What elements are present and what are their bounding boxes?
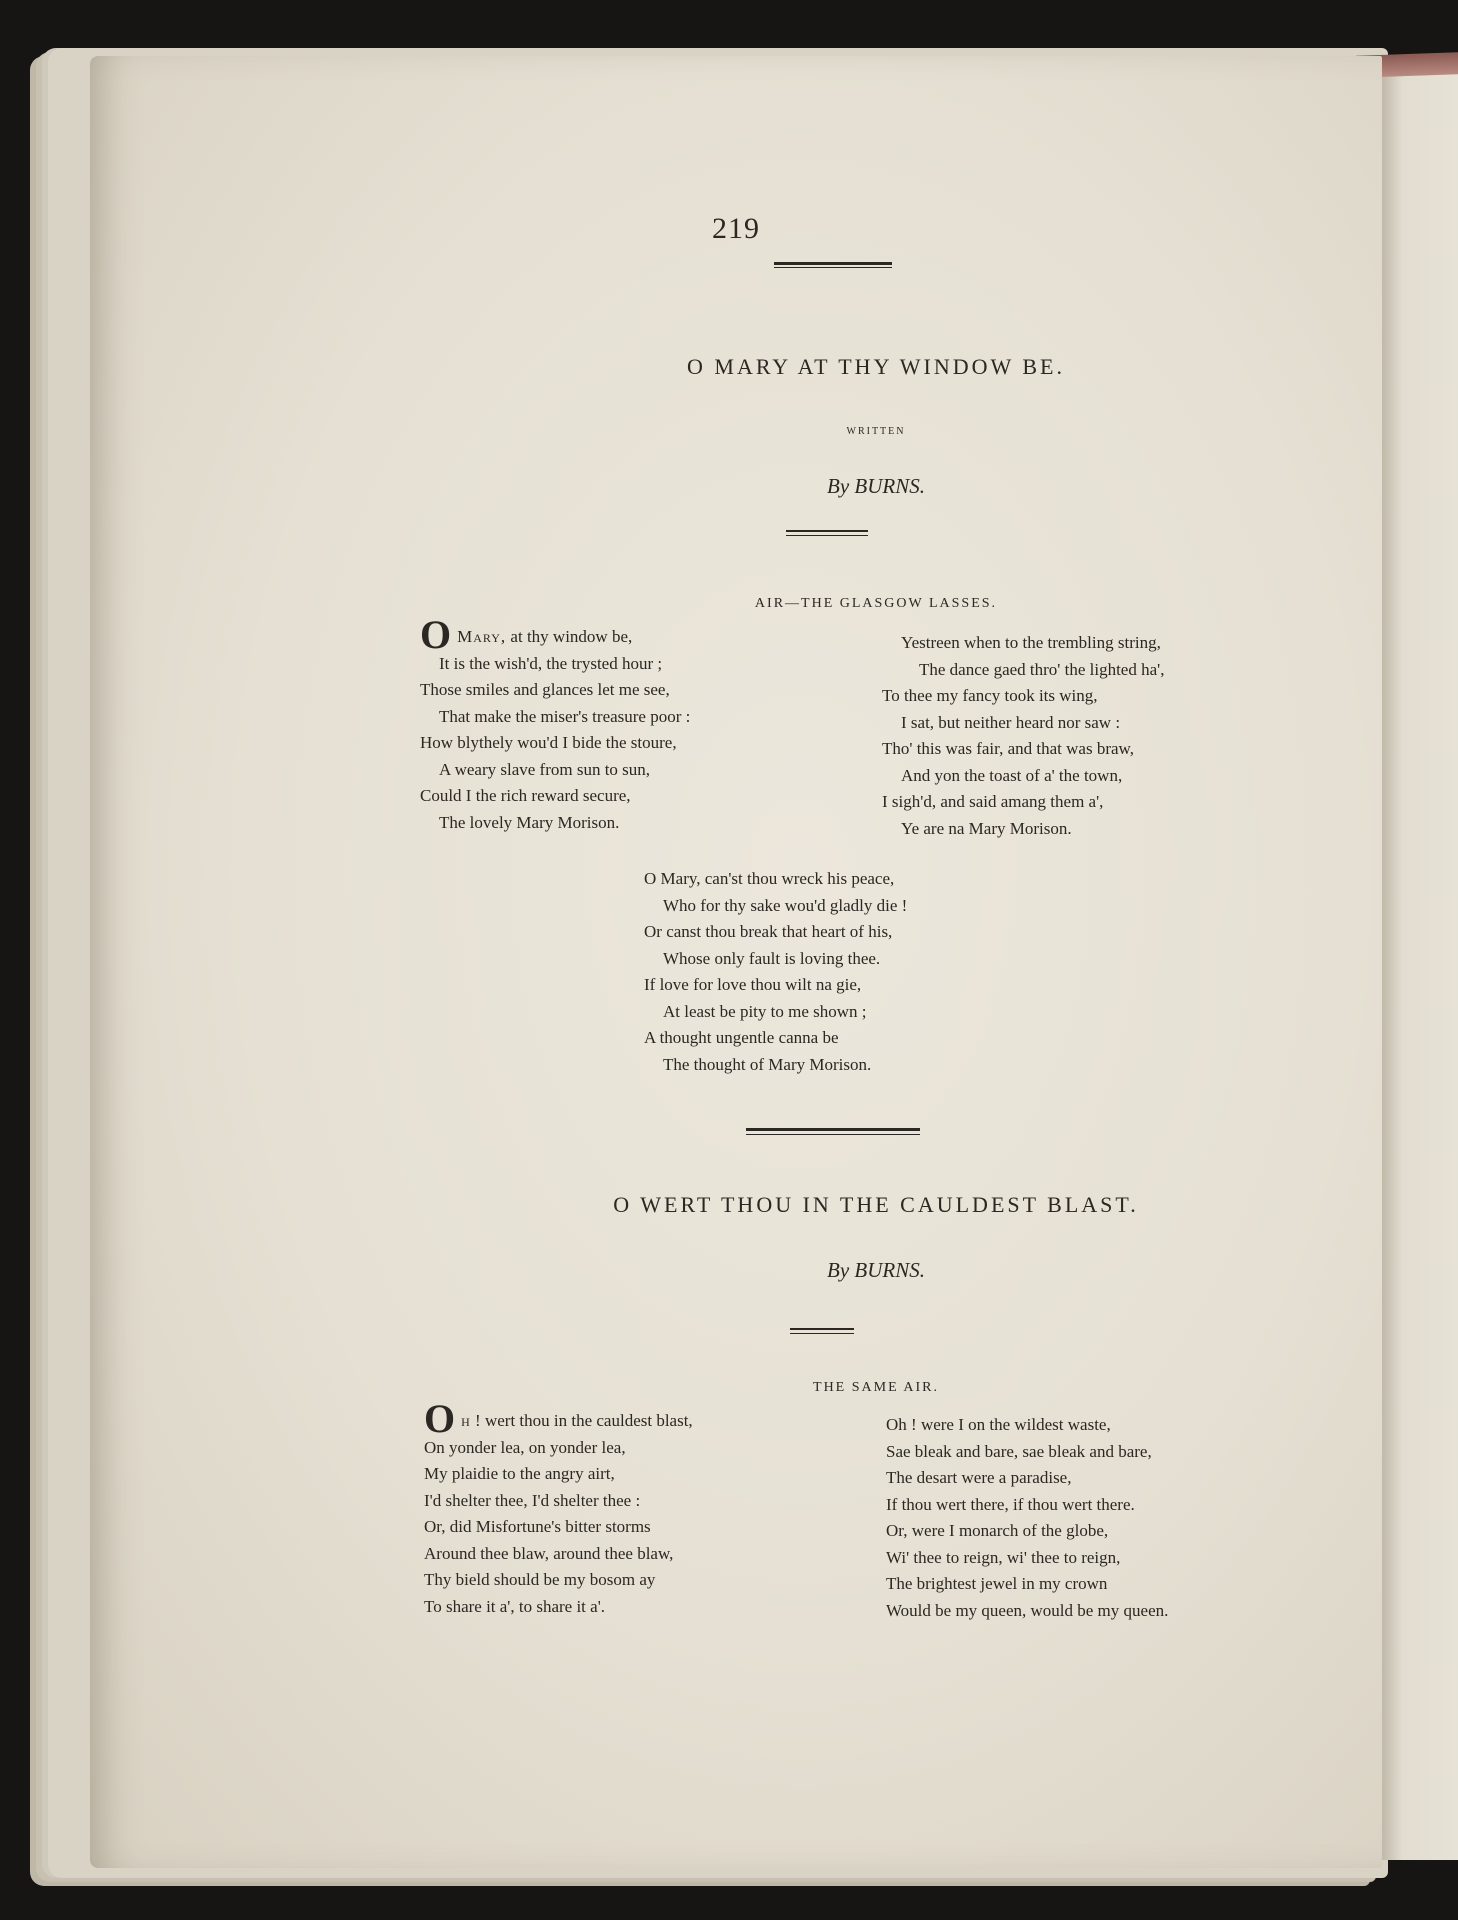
verse-line: On yonder lea, on yonder lea, <box>424 1437 626 1457</box>
song2-title: O WERT THOU IN THE CAULDEST BLAST. <box>613 1192 1139 1217</box>
verse-line: Yestreen when to the trembling string, <box>901 633 1161 652</box>
book-page <box>90 56 1382 1868</box>
verse-line: Ye are na Mary Morison. <box>901 818 1072 838</box>
song2-dropcap: O <box>424 1396 456 1441</box>
verse-line: A weary slave from sun to sun, <box>439 759 651 779</box>
page-number-rule <box>774 262 892 265</box>
verse-line: To thee my fancy took its wing, <box>882 686 1098 705</box>
song-separator-rule-thin <box>746 1134 920 1135</box>
page-number-rule-thin <box>774 267 892 268</box>
verse-line: Or, were I monarch of the globe, <box>886 1521 1109 1540</box>
verse-line: Tho' this was fair, and that was braw, <box>882 739 1134 758</box>
verse-line <box>420 612 690 657</box>
verse-line: Wi' thee to reign, wi' thee to reign, <box>886 1547 1121 1567</box>
verse-line: How blythely wou'd I bide the stoure, <box>420 733 677 752</box>
verse-line: Whose only fault is loving thee. <box>663 948 881 968</box>
song2-byline-rule-thin <box>790 1333 854 1334</box>
song1-stanza3 <box>644 866 907 1078</box>
verse-line: The desart were a paradise, <box>886 1468 1072 1487</box>
verse-line: Would be my queen, would be my queen. <box>886 1600 1169 1620</box>
verse-line <box>424 1396 693 1441</box>
verse-line: Those smiles and glances let me see, <box>420 680 670 699</box>
verse-line: At least be pity to me shown ; <box>663 1001 867 1021</box>
song2-byline-rule <box>790 1328 854 1330</box>
verse-line: To share it a', to share it a'. <box>424 1596 606 1616</box>
song-separator-rule <box>746 1128 920 1131</box>
verse-line: The lovely Mary Morison. <box>439 812 620 832</box>
song2-first-line-rest: ! wert thou in the cauldest blast, <box>470 1411 693 1430</box>
song2-stanza1 <box>424 1396 693 1620</box>
verse-line: O Mary, can'st thou wreck his peace, <box>644 869 895 888</box>
verse-line: If thou wert there, if thou wert there. <box>886 1494 1135 1514</box>
song1-title: O MARY AT THY WINDOW BE. <box>687 354 1065 379</box>
song1-air: AIR—THE GLASGOW LASSES. <box>754 596 998 611</box>
verse-line: The brightest jewel in my crown <box>886 1574 1108 1593</box>
verse-line: A thought ungentle canna be <box>644 1028 839 1047</box>
song1-stanza1 <box>420 612 691 836</box>
verse-line: My plaidie to the angry airt, <box>424 1464 615 1483</box>
verse-line: The dance gaed thro' the lighted ha', <box>919 659 1165 679</box>
verse-line: Sae bleak and bare, sae bleak and bare, <box>886 1441 1152 1461</box>
song1-first-word: Mary, <box>457 627 507 646</box>
verse-line: Around thee blaw, around thee blaw, <box>424 1543 674 1563</box>
song1-byline: By BURNS. <box>827 474 925 498</box>
verse-line: It is the wish'd, the trysted hour ; <box>439 653 663 673</box>
song1-written-label: WRITTEN <box>846 426 906 437</box>
song1-stanza2 <box>882 630 1164 842</box>
verse-line: Or canst thou break that heart of his, <box>644 922 893 941</box>
song1-first-line-rest: at thy window be, <box>506 627 633 646</box>
verse-line: Oh ! were I on the wildest waste, <box>886 1415 1111 1434</box>
verse-line: I sat, but neither heard nor saw : <box>901 712 1121 732</box>
facing-page-edge <box>1376 60 1458 1860</box>
song1-dropcap: O <box>420 612 452 657</box>
verse-line: Could I the rich reward secure, <box>420 786 631 805</box>
page-number: 219 <box>712 212 760 245</box>
song2-air: THE SAME AIR. <box>813 1380 939 1395</box>
verse-line: Or, did Misfortune's bitter storms <box>424 1517 651 1536</box>
verse-line: The thought of Mary Morison. <box>663 1054 872 1074</box>
song2-stanza2 <box>886 1412 1168 1624</box>
verse-line: I sigh'd, and said amang them a', <box>882 792 1104 811</box>
song1-byline-rule <box>786 530 868 532</box>
song1-byline-rule-thin <box>786 535 868 536</box>
verse-line: That make the miser's treasure poor : <box>439 706 691 726</box>
verse-line: I'd shelter thee, I'd shelter thee : <box>424 1490 641 1510</box>
verse-line: Thy bield should be my bosom ay <box>424 1570 656 1589</box>
verse-line: And yon the toast of a' the town, <box>901 765 1123 785</box>
verse-line: Who for thy sake wou'd gladly die ! <box>663 895 908 915</box>
song2-first-letters: h <box>461 1411 471 1430</box>
song2-byline: By BURNS. <box>827 1258 925 1282</box>
verse-line: If love for love thou wilt na gie, <box>644 975 862 994</box>
